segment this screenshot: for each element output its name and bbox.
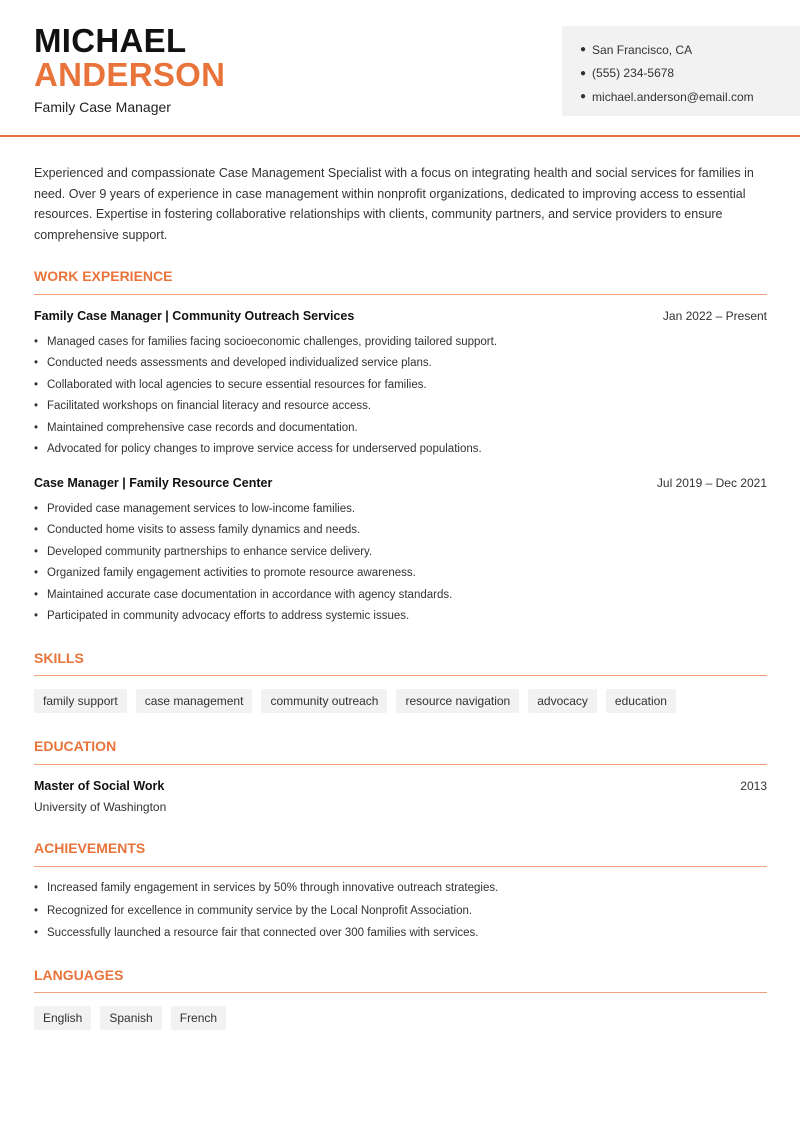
list-item: • Conducted needs assessments and developed individualized service plans. bbox=[34, 353, 767, 374]
list-item: • Maintained accurate case documentation in accordance with agency standards. bbox=[34, 585, 767, 606]
contact-location-text: San Francisco, CA bbox=[592, 42, 693, 57]
skills-tags bbox=[34, 689, 676, 713]
section-divider bbox=[34, 866, 767, 867]
section-divider bbox=[34, 675, 767, 676]
language-tag: English bbox=[34, 1006, 91, 1030]
skill-tag: family support bbox=[34, 689, 127, 713]
list-item: • Recognized for excellence in community service by the Local Nonprofit Association. bbox=[34, 900, 767, 923]
job-title: Family Case Manager bbox=[34, 99, 171, 115]
job-2-header bbox=[34, 476, 767, 490]
list-item: • Increased family engagement in services by 50% through innovative outreach strategies. bbox=[34, 877, 767, 900]
list-item: • Collaborated with local agencies to secure essential resources for families. bbox=[34, 375, 767, 396]
skill-tag: resource navigation bbox=[396, 689, 519, 713]
list-item: • Participated in community advocacy efforts to address systemic issues. bbox=[34, 606, 767, 627]
skill-tag: case management bbox=[136, 689, 253, 713]
contact-phone-text: (555) 234-5678 bbox=[592, 66, 675, 81]
list-item: • Conducted home visits to assess family dynamics and needs. bbox=[34, 520, 767, 541]
job-2-bullets bbox=[34, 499, 767, 627]
education-degree: Master of Social Work bbox=[34, 779, 165, 793]
section-divider bbox=[34, 764, 767, 765]
section-title-skills: SKILLS bbox=[34, 650, 84, 666]
contact-email-text: michael.anderson@email.com bbox=[592, 89, 754, 104]
summary: Experienced and compassionate Case Management Specialist with a focus on integrating health and social services for families in need. Over 9 years of experience in case management within nonprofit organizations, dedicated to improving access to essential resources. Expertise in fostering collaborative relationships with clients, community partners, and service providers to ensure comprehensive support. bbox=[34, 166, 754, 242]
education-header bbox=[34, 779, 767, 793]
bullet-icon: ● bbox=[580, 67, 587, 79]
contact-email bbox=[580, 85, 800, 109]
bullet-icon: ● bbox=[580, 91, 587, 103]
list-item: • Provided case management services to low-income families. bbox=[34, 499, 767, 520]
language-tag: French bbox=[171, 1006, 226, 1030]
section-divider bbox=[34, 294, 767, 295]
skill-tag: education bbox=[606, 689, 676, 713]
section-title-education: EDUCATION bbox=[34, 738, 117, 754]
resume-header bbox=[0, 0, 800, 137]
contact-location bbox=[580, 38, 800, 62]
job-1-heading: Family Case Manager | Community Outreach Services bbox=[34, 309, 355, 323]
section-title-languages: LANGUAGES bbox=[34, 967, 124, 983]
achievements-list bbox=[34, 877, 767, 945]
skill-tag: community outreach bbox=[261, 689, 387, 713]
list-item: • Managed cases for families facing socioeconomic challenges, providing tailored support. bbox=[34, 332, 767, 353]
job-1-dates: Jan 2022 – Present bbox=[662, 309, 767, 323]
language-tags bbox=[34, 1006, 226, 1030]
section-title-achievements: ACHIEVEMENTS bbox=[34, 840, 146, 856]
bullet-icon: ● bbox=[580, 44, 587, 56]
language-tag: Spanish bbox=[100, 1006, 161, 1030]
contact-phone bbox=[580, 62, 800, 86]
list-item: • Advocated for policy changes to improve service access for underserved populations. bbox=[34, 439, 767, 460]
first-name: MICHAEL bbox=[34, 22, 187, 59]
contact-box bbox=[562, 26, 800, 116]
education-year: 2013 bbox=[740, 779, 767, 793]
list-item: • Maintained comprehensive case records and documentation. bbox=[34, 418, 767, 439]
list-item: • Organized family engagement activities to promote resource awareness. bbox=[34, 563, 767, 584]
job-2-dates: Jul 2019 – Dec 2021 bbox=[656, 476, 767, 490]
list-item: • Successfully launched a resource fair that connected over 300 families with services. bbox=[34, 922, 767, 945]
job-1-bullets bbox=[34, 332, 767, 460]
section-divider bbox=[34, 992, 767, 993]
list-item: • Facilitated workshops on financial literacy and resource access. bbox=[34, 396, 767, 417]
skill-tag: advocacy bbox=[528, 689, 597, 713]
section-title-work: WORK EXPERIENCE bbox=[34, 268, 173, 284]
list-item: • Developed community partnerships to enhance service delivery. bbox=[34, 542, 767, 563]
job-2-heading: Case Manager | Family Resource Center bbox=[34, 476, 273, 490]
job-1-header bbox=[34, 309, 767, 323]
last-name: ANDERSON bbox=[34, 56, 226, 93]
education-school: University of Washington bbox=[34, 800, 167, 814]
